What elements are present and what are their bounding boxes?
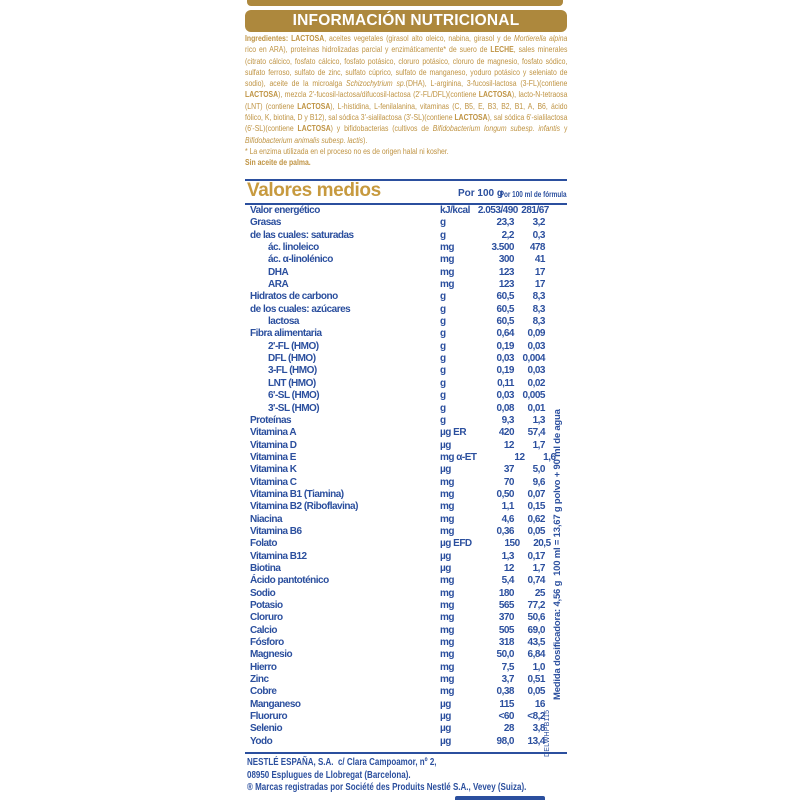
value-per-100ml: 8,3 (532, 291, 545, 303)
table-row (245, 526, 567, 538)
nutrient-name: Grasas (250, 217, 281, 229)
nutrient-unit: µg ER (440, 427, 467, 439)
table-row (245, 575, 567, 587)
nutrient-name: 3'-SL (HMO) (268, 402, 320, 414)
nutrient-name: Ácido pantoténico (250, 575, 329, 587)
ingredient-segment: Bifidobacterium animalis subesp. lactis (245, 134, 364, 145)
nutrient-name: Selenio (250, 723, 283, 735)
value-per-100g: 0,64 (496, 328, 514, 340)
value-per-100ml: 0,005 (522, 390, 545, 402)
nutrient-unit: mg (440, 674, 454, 686)
value-per-100ml: 0,03 (527, 365, 545, 377)
table-row (245, 489, 567, 501)
value-per-100ml: 0,51 (527, 674, 545, 686)
bottom-cutoff-bar (455, 796, 545, 800)
value-per-100ml: 1,0 (532, 661, 545, 673)
nutrient-unit: g (440, 316, 446, 328)
nutrient-unit: mg (440, 488, 454, 500)
value-per-100g: 12 (503, 439, 514, 451)
table-row (245, 427, 567, 439)
ingredient-segment: (DHA), L-arginina, 3-fucosil-lactosa (3-FL)(contiene (405, 78, 568, 89)
value-per-100g: 420 (498, 427, 515, 439)
value-per-100g: 3.500 (491, 242, 514, 254)
table-row (245, 477, 567, 489)
nutrient-unit: mg (440, 624, 454, 636)
nutrient-name: Vitamina K (250, 464, 297, 476)
dosage-note-vertical: Medida dosificadora: 4,56 g 100 ml = 13,67 g polvo + 90 ml de agua (552, 409, 563, 700)
table-row (245, 662, 567, 674)
table-row (245, 637, 567, 649)
nutrient-name: Valor energético (250, 205, 320, 216)
batch-code-vertical: DELWHPB115 (544, 709, 551, 757)
nutrient-name: Vitamina E (250, 451, 296, 463)
divider (245, 752, 567, 754)
table-row (245, 612, 567, 624)
nutrient-unit: mg (440, 242, 454, 254)
nutrient-unit: µg (440, 698, 451, 710)
nutrient-name: Vitamina B6 (250, 525, 302, 537)
no-palm-oil-note: Sin aceite de palma. (245, 157, 311, 168)
nutrient-name: Fluoruro (250, 711, 288, 723)
ingredient-segment: LACTOSA (291, 33, 325, 43)
nutrient-name: Vitamina B1 (Tiamina) (250, 488, 344, 500)
value-per-100g: 180 (498, 587, 514, 599)
nutrient-unit: g (440, 291, 446, 303)
nutrient-unit: mg (440, 661, 454, 673)
table-row (245, 279, 567, 291)
value-per-100g: 12 (514, 451, 525, 463)
nutrient-unit: mg (440, 637, 454, 649)
footer-block (247, 757, 569, 795)
value-per-100g: 300 (498, 254, 514, 266)
table-header-row (245, 180, 567, 203)
value-per-100g: 37 (503, 464, 514, 476)
table-row (245, 254, 567, 266)
value-per-100ml: 0,03 (527, 340, 545, 352)
value-per-100g: 98,0 (496, 735, 514, 747)
table-row (245, 217, 567, 229)
ingredient-segment: Mortierella alpina (514, 33, 568, 43)
value-per-100ml: 0,07 (527, 488, 545, 500)
nutrient-unit: mg (440, 525, 454, 537)
value-per-100g: 50,0 (496, 649, 514, 661)
nutrient-unit: µg (440, 735, 451, 747)
value-per-100g: 1,1 (501, 501, 514, 513)
value-per-100g: 12 (503, 562, 514, 574)
value-per-100g: 318 (498, 637, 514, 649)
value-per-100g: 23,3 (496, 217, 514, 229)
value-per-100ml: 9,6 (532, 476, 545, 488)
value-per-100ml: 0,3 (532, 229, 545, 241)
nutrient-unit: g (440, 353, 446, 365)
nutrient-unit: mg (440, 266, 454, 278)
nutrient-unit: mg (440, 501, 454, 513)
nutrient-unit: mg (440, 649, 454, 661)
nutrient-name: de las cuales: saturadas (250, 229, 354, 241)
nutrient-unit: g (440, 377, 446, 389)
value-per-100g: 3,7 (501, 674, 514, 686)
column-header-per-100g: Por 100 g (457, 188, 503, 199)
table-row (245, 267, 567, 279)
value-per-100ml: 17 (534, 266, 545, 278)
table-row (245, 600, 567, 612)
nutrition-table (245, 205, 567, 748)
nutrient-name: Potasio (250, 600, 283, 611)
nutrient-name: Fósforo (250, 637, 284, 649)
table-row (245, 316, 567, 328)
value-per-100g: 4,6 (501, 513, 514, 525)
nutrient-unit: mg (440, 254, 454, 266)
footer-trademark-line: ® Marcas registradas por Société des Produits Nestlé S.A., Vevey (Suiza). (247, 782, 527, 794)
nutrient-name: Manganeso (250, 698, 301, 710)
table-row (245, 649, 567, 661)
ingredient-segment: ). (363, 134, 368, 145)
ingredient-segment: rico en ARA), proteínas hidrolizadas parcial y enzimáticamente* de suero de (245, 44, 491, 55)
value-per-100g: 565 (498, 600, 514, 611)
table-row (245, 699, 567, 711)
nutrient-name: Sodio (250, 587, 276, 599)
value-per-100ml: 0,05 (527, 686, 545, 698)
value-per-100ml: 8,3 (532, 303, 545, 315)
table-row (245, 415, 567, 427)
nutrient-unit: g (440, 303, 446, 315)
value-per-100ml: 57,4 (527, 427, 546, 439)
value-per-100ml: 3,8 (532, 723, 545, 735)
value-per-100g: 1,3 (501, 550, 514, 562)
value-per-100g: 7,5 (501, 661, 514, 673)
nutrient-name: DHA (268, 266, 289, 278)
value-per-100ml: 16 (534, 698, 545, 710)
nutrient-name: Vitamina B12 (250, 550, 307, 562)
value-per-100ml: 1,3 (532, 414, 545, 426)
nutrient-name: Magnesio (250, 649, 293, 661)
ingredient-segment: ), L-histidina, L-fenilalanina, vitaminas (C, B5, E, B3, B2, B1, A, B6, ácido fólico, K, biotina, D y B12), sal sódica 3'-sialilactosa (3'-SL)(contiene (245, 100, 568, 123)
value-per-100g: <60 (498, 711, 514, 723)
ingredient-segment: LACTOSA (245, 89, 279, 100)
table-row (245, 403, 567, 415)
ingredient-segment: ) y bifidobacterias (cultivos de (330, 123, 433, 134)
table-row (245, 514, 567, 526)
value-per-100g: 370 (498, 612, 514, 624)
table-title: Valores medios (247, 180, 381, 201)
value-per-100g: 0,03 (496, 353, 514, 365)
nutrient-unit: g (440, 340, 446, 352)
value-per-100g: 2,2 (501, 229, 514, 241)
value-per-100g: 123 (498, 279, 514, 291)
nutrient-unit: g (440, 328, 446, 340)
value-per-100g: 60,5 (496, 316, 514, 328)
value-per-100g: 115 (499, 698, 514, 710)
ingredients-block (245, 33, 567, 169)
value-per-100g: 28 (503, 723, 514, 735)
table-row (245, 563, 567, 575)
table-row (245, 723, 567, 735)
value-per-100g: 2.053/490 (477, 205, 518, 216)
table-row (245, 736, 567, 748)
value-per-100g: 70 (503, 476, 514, 488)
table-row (245, 230, 567, 242)
table-row (245, 625, 567, 637)
value-per-100ml: 13,4 (527, 735, 545, 747)
value-per-100ml: 0,17 (527, 550, 545, 562)
nutrient-unit: µg (440, 711, 451, 723)
ingredient-segment: ), mezcla 2'-fucosil-lactosa/difucosil-lactosa (2'-FL/DFL)(contiene (278, 89, 479, 100)
nutrient-name: Cloruro (250, 612, 283, 624)
nutrient-unit: mg (440, 612, 454, 624)
nutrient-name: Vitamina B2 (Riboflavina) (250, 501, 358, 513)
table-row (245, 341, 567, 353)
value-per-100g: 0,36 (496, 525, 514, 537)
nutrient-name: LNT (HMO) (268, 377, 316, 389)
nutrient-unit: mg (440, 279, 454, 291)
nutrient-name: Fibra alimentaria (250, 328, 322, 340)
nutrient-unit: mg (440, 600, 454, 611)
top-edge-bar (247, 0, 563, 6)
value-per-100g: 60,5 (496, 303, 514, 315)
table-row (245, 588, 567, 600)
nutrition-header-title: INFORMACIÓN NUTRICIONAL (292, 12, 520, 29)
value-per-100ml: 5,0 (532, 464, 545, 476)
nutrient-unit: mg α-ET (440, 451, 477, 463)
value-per-100ml: 0,15 (527, 501, 545, 513)
value-per-100ml: 20,5 (533, 538, 551, 550)
table-row (245, 686, 567, 698)
value-per-100ml: 0,09 (527, 328, 545, 340)
nutrient-name: Vitamina A (250, 427, 297, 439)
value-per-100ml: 0,02 (527, 377, 545, 389)
nutrition-header-banner (245, 10, 567, 32)
table-row (245, 242, 567, 254)
ingredient-segment: ), sal sódica 6'-sialilactosa (6'-SL)(contiene (245, 112, 568, 134)
ingredient-segment: Ingredientes: (245, 33, 292, 43)
nutrient-unit: g (440, 402, 446, 414)
nutrient-unit: mg (440, 686, 454, 698)
value-per-100ml: 17 (534, 279, 545, 291)
value-per-100g: 150 (504, 538, 520, 550)
table-row (245, 365, 567, 377)
nutrient-unit: g (440, 217, 446, 229)
nutrient-unit: µg (440, 562, 451, 574)
nutrition-label (245, 0, 567, 800)
table-row (245, 711, 567, 723)
nutrient-name: Calcio (250, 624, 278, 636)
nutrient-name: Vitamina D (250, 439, 297, 451)
value-per-100g: 0,11 (497, 377, 514, 389)
value-per-100ml: 0,01 (527, 402, 545, 414)
table-row (245, 538, 567, 550)
nutrient-unit: mg (440, 575, 454, 587)
table-row (245, 501, 567, 513)
value-per-100ml: 3,2 (532, 217, 545, 229)
nutrient-unit: µg EFD (440, 538, 472, 550)
nutrient-name: 6'-SL (HMO) (268, 390, 320, 402)
enzyme-footnote: * La enzima utilizada en el proceso no es de origen halal ni kosher. (245, 145, 449, 156)
value-per-100ml: 8,3 (532, 316, 545, 328)
table-row (245, 452, 567, 464)
value-per-100ml: 50,6 (527, 612, 545, 624)
table-row (245, 353, 567, 365)
column-header-per-100ml: Por 100 ml de fórmula (500, 190, 567, 199)
value-per-100ml: 0,05 (527, 525, 545, 537)
value-per-100g: 60,5 (496, 291, 514, 303)
table-row (245, 390, 567, 402)
ingredient-segment: y (560, 123, 568, 134)
nutrient-name: ác. linoleico (268, 242, 319, 254)
nutrient-name: Vitamina C (250, 476, 297, 488)
value-per-100g: 123 (498, 266, 514, 278)
table-row (245, 464, 567, 476)
nutrient-name: Yodo (250, 735, 273, 747)
nutrient-name: DFL (HMO) (268, 353, 316, 365)
nutrient-name: Niacina (250, 513, 283, 525)
nutrient-name: 2'-FL (HMO) (268, 340, 319, 352)
value-per-100ml: 1,6 (543, 451, 556, 463)
nutrient-unit: µg (440, 464, 451, 476)
nutrient-name: ARA (268, 279, 289, 291)
footer-company-line: NESTLÉ ESPAÑA, S.A. c/ Clara Campoamor, nº 2, (247, 757, 437, 768)
nutrient-name: Proteínas (250, 414, 292, 426)
value-per-100ml: 6,84 (527, 649, 545, 661)
table-row (245, 551, 567, 563)
nutrient-name: ác. α-linolénico (268, 254, 333, 266)
nutrient-name: 3-FL (HMO) (268, 365, 317, 377)
value-per-100ml: 0,004 (522, 353, 545, 365)
nutrient-unit: g (440, 414, 446, 426)
value-per-100ml: 0,62 (527, 513, 545, 525)
value-per-100ml: 69,0 (527, 624, 545, 636)
value-per-100g: 0,50 (496, 488, 514, 500)
value-per-100ml: 43,5 (527, 637, 545, 649)
value-per-100ml: 478 (529, 242, 545, 254)
value-per-100ml: 1,7 (532, 562, 545, 574)
nutrient-unit: µg (440, 723, 451, 735)
table-row (245, 205, 567, 217)
value-per-100g: 505 (498, 624, 514, 636)
value-per-100ml: 0,74 (527, 575, 545, 587)
value-per-100g: 9,3 (501, 414, 514, 426)
table-row (245, 291, 567, 303)
value-per-100ml: 1,7 (532, 439, 545, 451)
table-row (245, 674, 567, 686)
ingredient-segment: LACTOSA (297, 100, 331, 111)
value-per-100ml: 25 (534, 587, 545, 599)
value-per-100g: 0,19 (496, 340, 514, 352)
value-per-100ml: <8,2 (527, 711, 545, 723)
value-per-100ml: 41 (534, 254, 545, 266)
ingredients-paragraph (245, 33, 567, 146)
ingredient-segment: LECHE (490, 44, 514, 55)
value-per-100g: 0,08 (496, 402, 514, 414)
nutrient-name: Cobre (250, 686, 277, 698)
ingredient-segment: LACTOSA (478, 89, 512, 100)
nutrient-name: Zinc (250, 674, 269, 686)
nutrient-name: Folato (250, 538, 277, 550)
nutrient-unit: mg (440, 513, 454, 525)
nutrient-name: Hidratos de carbono (250, 291, 338, 303)
nutrient-unit: g (440, 229, 446, 241)
value-per-100ml: 77,2 (527, 600, 545, 611)
nutrient-name: Biotina (250, 562, 281, 574)
value-per-100g: 0,19 (496, 365, 514, 377)
table-row (245, 440, 567, 452)
ingredient-segment: ), lacto-N-tetraosa (LNT) (contiene (245, 89, 568, 111)
table-row (245, 328, 567, 340)
nutrient-unit: mg (440, 476, 454, 488)
ingredient-segment: , aceites vegetales (girasol alto oleico, nabina, girasol y de (324, 33, 515, 43)
nutrient-unit: mg (440, 587, 454, 599)
nutrient-unit: µg (440, 439, 451, 451)
nutrient-name: lactosa (268, 316, 299, 328)
nutrient-unit: µg (440, 550, 451, 562)
nutrient-name: Hierro (250, 661, 277, 673)
table-row (245, 304, 567, 316)
ingredient-segment: LACTOSA (297, 123, 331, 134)
table-row (245, 378, 567, 390)
ingredient-segment: Schizochytrium sp. (346, 78, 406, 89)
ingredient-segment: LACTOSA (454, 112, 488, 123)
nutrient-name: de los cuales: azúcares (250, 303, 351, 315)
nutrient-unit: g (440, 365, 446, 377)
ingredient-segment: , sales minerales (citrato cálcico, fosfato cálcico, fosfato potásico, cloruro potásico, cloruro de magnesio, fosfato sódico, sulfato ferroso, sulfato de zinc, sulfato cúprico, sulfato de manganeso, yoduro potásico y seleniato de sodio), aceite de la microalga (245, 44, 568, 89)
value-per-100g: 0,38 (496, 686, 514, 698)
value-per-100g: 5,4 (501, 575, 514, 587)
value-per-100g: 0,03 (496, 390, 514, 402)
nutrient-unit: g (440, 390, 446, 402)
nutrient-unit: kJ/kcal (440, 205, 470, 216)
value-per-100ml: 281/67 (521, 205, 549, 216)
footer-address-line: 08950 Esplugues de Llobregat (Barcelona). (247, 769, 411, 781)
ingredient-segment: Bifidobacterium longum subesp. infantis (432, 123, 561, 134)
